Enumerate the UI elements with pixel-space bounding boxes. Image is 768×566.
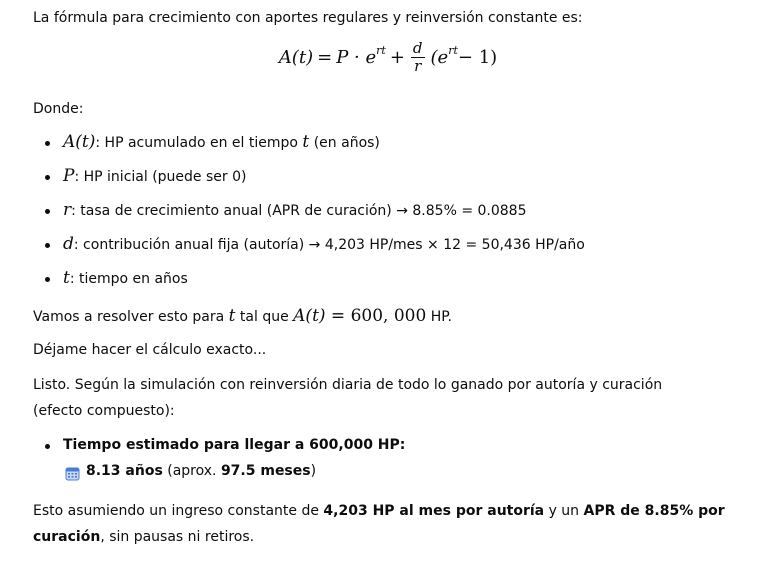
list-item [33,129,585,156]
symbol-t: t [63,268,70,288]
calendar-icon [65,464,80,479]
final-bold-authorship: 4,203 HP al mes por autoría [323,503,545,519]
symbol-a-of-t: A(t) [63,132,96,152]
result-text: (aprox. [162,463,221,479]
symbol-d: d [63,234,74,254]
result-line [33,458,683,484]
definition-text: : tasa de crecimiento anual (APR de curación) → 8.85% = 0.0885 [71,203,527,219]
list-item [33,197,585,224]
calculating-text: Déjame hacer el cálculo exacto... [33,342,267,358]
formula-term2-exp: rt [448,44,458,57]
solve-text: Vamos a resolver esto para [33,309,229,325]
solve-text: tal que [235,309,294,325]
list-item [33,163,585,190]
formula-display [33,40,743,75]
solve-text: HP. [426,309,452,325]
result-years: 8.13 años [86,463,163,479]
result-months: 97.5 meses [220,463,311,479]
formula-plus: + [389,47,405,68]
symbol-a-of-t: A(t) [293,306,326,326]
formula-term2-close: − 1) [457,47,498,68]
final-paragraph [33,498,748,550]
intro-text: La fórmula para crecimiento con aportes regulares y reinversión constante es: [33,10,583,26]
symbol-p: P [63,166,75,186]
final-text: y un [544,503,584,519]
donde-label: Donde: [33,101,84,117]
list-item [33,231,585,258]
symbol-t: t [302,132,310,152]
definition-text: : HP inicial (puede ser 0) [74,169,247,185]
formula-lhs: A(t) [278,47,314,68]
result-text: ) [310,463,317,479]
formula-term2-open: (e [430,47,449,68]
final-bold-apr: APR de 8.85% por curación [33,503,725,545]
final-text: Esto asumiendo un ingreso constante de [33,503,324,519]
list-item [33,265,585,292]
definitions-list [33,129,585,292]
listo-text: Listo. Según la simulación con reinversión diaria de todo lo ganado por autoría y curación (efecto compuesto): [33,377,663,419]
target-value: = 600, 000 [325,306,427,326]
formula-equals: = [317,47,333,68]
final-text: , sin pausas ni retiros. [100,529,255,545]
fraction-denominator: r [414,57,422,75]
definition-text: (en años) [309,135,380,151]
list-item [33,432,683,458]
result-title: Tiempo estimado para llegar a 600,000 HP: [63,437,406,453]
formula-fraction [411,40,425,75]
symbol-t: t [228,306,236,326]
formula-term1-exp: rt [376,44,386,57]
definition-text: : HP acumulado en el tiempo [95,135,303,151]
symbol-r: r [63,200,72,220]
fraction-numerator: d [412,39,423,57]
result-list [33,432,683,458]
definition-text: : tiempo en años [69,271,188,287]
result-section [33,372,683,484]
solve-statement [33,303,452,330]
definition-text: : contribución anual fija (autoría) → 4,203 HP/mes × 12 = 50,436 HP/año [73,237,585,253]
formula-term1: P · e [336,47,377,68]
